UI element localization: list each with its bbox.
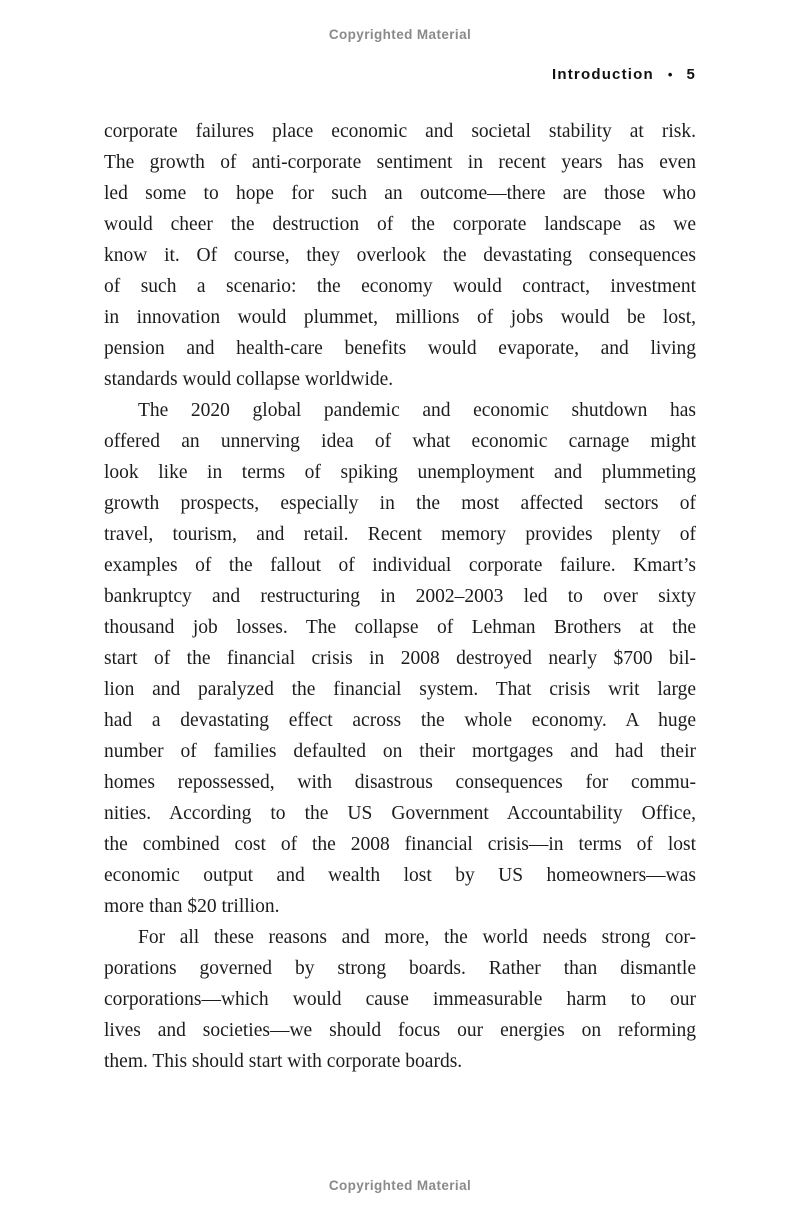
text-line: of such a scenario: the economy would contract, investment — [104, 276, 696, 297]
text-line: lion and paralyzed the financial system. That crisis writ large — [104, 679, 696, 700]
text-line: would cheer the destruction of the corporate landscape as we — [104, 214, 696, 235]
text-line: number of families defaulted on their mortgages and had their — [104, 741, 696, 762]
text-line: For all these reasons and more, the world needs strong cor- — [138, 927, 696, 948]
paragraph — [104, 116, 696, 395]
text-line: The growth of anti-corporate sentiment in recent years has even — [104, 152, 696, 173]
text-line: standards would collapse worldwide. — [104, 369, 394, 390]
page-number: 5 — [686, 66, 696, 83]
text-line: look like in terms of spiking unemployment and plummeting — [104, 462, 696, 483]
text-line: start of the financial crisis in 2008 destroyed nearly $700 bil- — [104, 648, 696, 669]
copyright-notice-bottom: Copyrighted Material — [328, 1178, 472, 1193]
paragraph — [104, 922, 696, 1077]
text-line: porations governed by strong boards. Rather than dismantle — [104, 958, 696, 979]
text-line: corporate failures place economic and societal stability at risk. — [104, 121, 696, 142]
text-line: nities. According to the US Government Accountability Office, — [104, 803, 696, 824]
text-line: bankruptcy and restructuring in 2002–2003 led to over sixty — [104, 586, 696, 607]
text-line: had a devastating effect across the whole economy. A huge — [104, 710, 696, 731]
text-line: them. This should start with corporate boards. — [104, 1051, 463, 1072]
text-line: The 2020 global pandemic and economic shutdown has — [138, 400, 696, 421]
text-line: thousand job losses. The collapse of Lehman Brothers at the — [104, 617, 696, 638]
bullet-separator: • — [667, 67, 673, 82]
section-title: Introduction — [552, 66, 654, 83]
text-line: corporations—which would cause immeasurable harm to our — [104, 989, 696, 1010]
text-line: economic output and wealth lost by US homeowners—was — [104, 865, 696, 886]
body-text — [104, 116, 696, 1077]
text-line: offered an unnerving idea of what economic carnage might — [104, 431, 696, 452]
text-line: in innovation would plummet, millions of jobs would be lost, — [104, 307, 696, 328]
text-line: examples of the fallout of individual corporate failure. Kmart’s — [104, 555, 696, 576]
text-line: led some to hope for such an outcome—there are those who — [104, 183, 696, 204]
paragraph — [104, 395, 696, 922]
copyright-notice-top: Copyrighted Material — [328, 27, 472, 42]
text-line: the combined cost of the 2008 financial crisis—in terms of lost — [104, 834, 696, 855]
text-line: pension and health-care benefits would evaporate, and living — [104, 338, 696, 359]
text-line: homes repossessed, with disastrous consequences for commu- — [104, 772, 696, 793]
text-line: more than $20 trillion. — [104, 896, 280, 917]
text-line: growth prospects, especially in the most affected sectors of — [104, 493, 696, 514]
text-line: lives and societies—we should focus our energies on reforming — [104, 1020, 696, 1041]
running-header — [552, 66, 696, 83]
text-line: know it. Of course, they overlook the devastating consequences — [104, 245, 696, 266]
text-line: travel, tourism, and retail. Recent memory provides plenty of — [104, 524, 696, 545]
